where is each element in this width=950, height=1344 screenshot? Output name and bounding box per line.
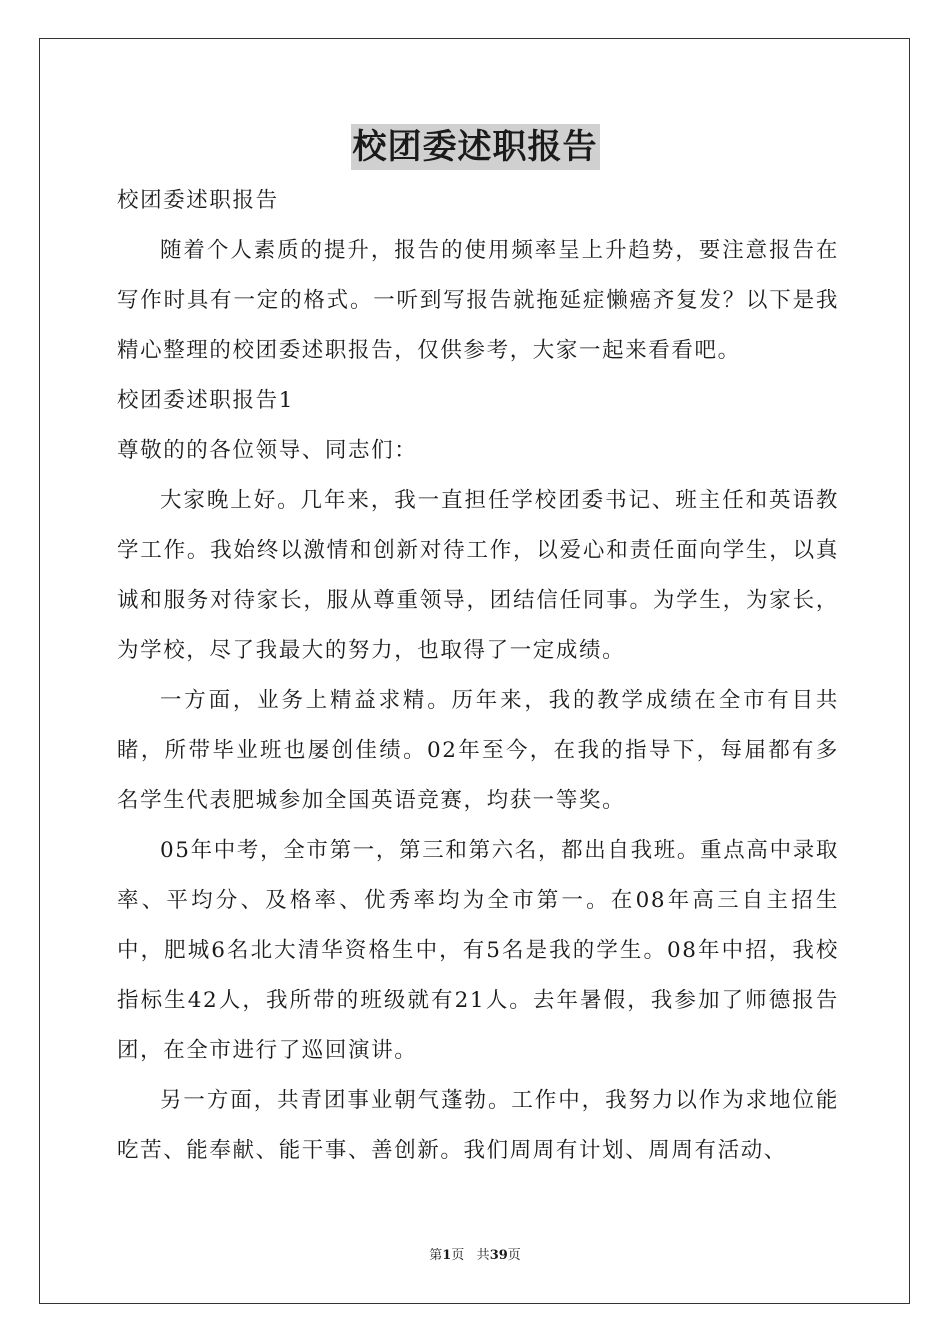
document-body [117, 176, 839, 1176]
paragraph: 大家晚上好。几年来，我一直担任学校团委书记、班主任和英语教学工作。我始终以激情和创新对待工作，以爱心和责任面向学生，以真诚和服务对待家长，服从尊重领导，团结信任同事。为学生，为家长，为学校，尽了我最大的努力，也取得了一定成绩。 [117, 488, 839, 663]
paragraph: 校团委述职报告 [117, 188, 279, 213]
paragraph: 随着个人素质的提升，报告的使用频率呈上升趋势，要注意报告在写作时具有一定的格式。一听到写报告就拖延症懒癌齐复发？以下是我精心整理的校团委述职报告，仅供参考，大家一起来看看吧。 [117, 238, 839, 363]
footer-current-page: 1 [442, 1248, 452, 1263]
footer-page-word: 页 [451, 1248, 465, 1263]
paragraph: 一方面，业务上精益求精。历年来，我的教学成绩在全市有目共睹，所带毕业班也屡创佳绩。02年至今，在我的指导下，每届都有多名学生代表肥城参加全国英语竞赛，均获一等奖。 [117, 688, 839, 813]
paragraph: 另一方面，共青团事业朝气蓬勃。工作中，我努力以作为求地位能吃苦、能奉献、能干事、善创新。我们周周有计划、周周有活动、 [117, 1088, 839, 1163]
paragraph: 校团委述职报告1 [117, 388, 294, 413]
page-footer [0, 1247, 950, 1265]
paragraph: 05年中考，全市第一，第三和第六名，都出自我班。重点高中录取率、平均分、及格率、优秀率均为全市第一。在08年高三自主招生中，肥城6名北大清华资格生中，有5名是我的学生。08年中招，我校指标生42人，我所带的班级就有21人。去年暑假，我参加了师德报告团，在全市进行了巡回演讲。 [117, 838, 839, 1063]
footer-total-pages: 39 [489, 1248, 508, 1263]
footer-total-prefix: 共 [476, 1248, 490, 1263]
document-title: 校团委述职报告 [351, 124, 600, 170]
title-container [0, 124, 950, 170]
footer-prefix: 第 [429, 1248, 443, 1263]
paragraph: 尊敬的的各位领导、同志们： [117, 438, 418, 463]
footer-total-word: 页 [507, 1248, 521, 1263]
